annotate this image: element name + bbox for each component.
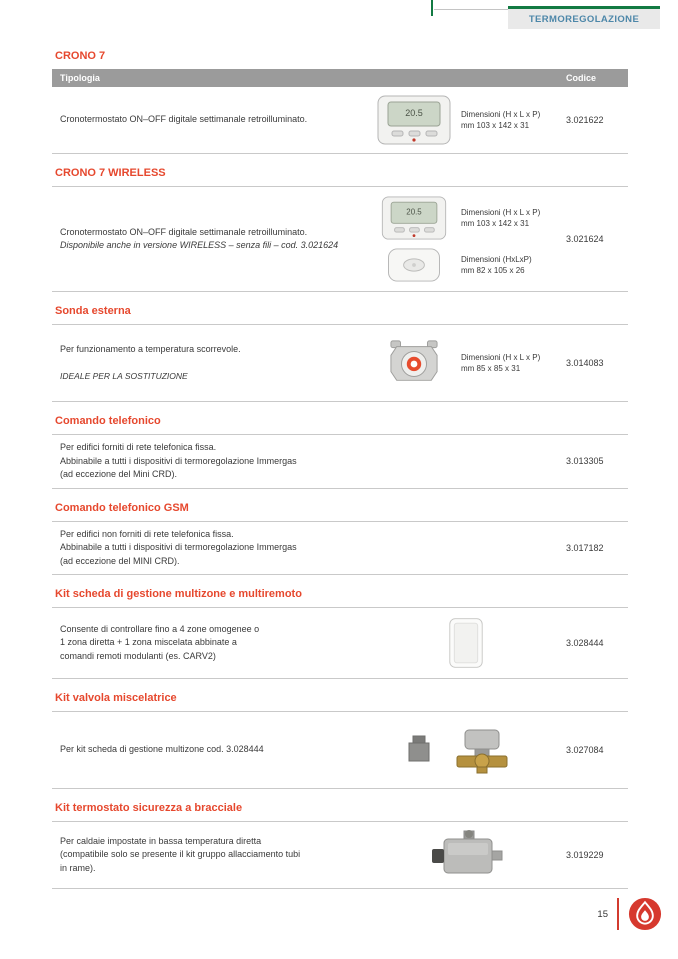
gsm-table bbox=[52, 521, 628, 576]
dimensions: Dimensioni (H x L x P) mm 103 x 142 x 31 bbox=[461, 207, 541, 228]
mixing-valve-image bbox=[366, 725, 566, 775]
table-row bbox=[52, 435, 628, 488]
section-title-crono7-wireless: CRONO 7 WIRELESS bbox=[55, 167, 166, 179]
immergas-flame-logo bbox=[628, 897, 662, 931]
table-row bbox=[52, 325, 628, 401]
page-content bbox=[52, 50, 628, 889]
table-row bbox=[52, 712, 628, 788]
product-code: 3.028444 bbox=[566, 638, 604, 648]
crono7-thermostat-image bbox=[366, 95, 461, 145]
section-title-kit-bracciale: Kit termostato sicurezza a bracciale bbox=[55, 802, 243, 814]
valvola-table bbox=[52, 711, 628, 789]
product-code: 3.021624 bbox=[566, 234, 604, 244]
section-title-comando-gsm: Comando telefonico GSM bbox=[55, 501, 189, 514]
product-description: Per caldaie impostate in bassa temperatura diretta (compatibile solo se presente il kit gruppo allacciamento tubi in rame). bbox=[60, 835, 301, 873]
product-description: Per kit scheda di gestione multizone cod. 3.028444 bbox=[60, 744, 264, 755]
column-header-tipologia: Tipologia bbox=[60, 73, 100, 83]
multizone-table bbox=[52, 607, 628, 679]
substitution-note: IDEALE PER LA SOSTITUZIONE bbox=[60, 370, 188, 381]
bracciale-table bbox=[52, 821, 628, 889]
image-dimension-stack bbox=[366, 196, 566, 282]
section-title-sonda-esterna: Sonda esterna bbox=[55, 305, 131, 317]
section-title-comando-telefonico: Comando telefonico bbox=[55, 415, 161, 427]
external-probe-image bbox=[366, 338, 461, 388]
product-code: 3.021622 bbox=[566, 115, 604, 125]
table-row bbox=[52, 187, 628, 291]
page-footer bbox=[597, 897, 662, 931]
column-header-codice: Codice bbox=[566, 73, 597, 83]
section-title-kit-valvola: Kit valvola miscelatrice bbox=[55, 692, 177, 704]
table-row bbox=[52, 522, 628, 575]
dimensions: Dimensioni (HxLxP) mm 82 x 105 x 26 bbox=[461, 254, 532, 275]
table-row bbox=[52, 822, 628, 888]
product-description: Per funzionamento a temperatura scorrevole. IDEALE PER LA SOSTITUZIONE bbox=[52, 337, 366, 388]
multizone-board-image bbox=[366, 616, 566, 670]
thermostat-display: 20.5 bbox=[404, 108, 423, 118]
wireless-note: Disponibile anche in versione WIRELESS – senza fili – cod. 3.021624 bbox=[60, 240, 339, 250]
product-code: 3.014083 bbox=[566, 358, 604, 368]
thermostat-display: 20.5 bbox=[405, 207, 422, 217]
table-row bbox=[52, 87, 628, 153]
telefonico-table bbox=[52, 434, 628, 489]
wireless-receiver-image bbox=[366, 248, 461, 282]
crono7-table bbox=[52, 69, 628, 154]
product-description: Cronotermostato ON–OFF digitale settimanale retroilluminato. bbox=[60, 114, 308, 125]
product-description: Cronotermostato ON–OFF digitale settimanale retroilluminato. Disponibile anche in versione WIRELESS – senza fili – cod. 3.021624 bbox=[52, 220, 366, 259]
product-code: 3.027084 bbox=[566, 745, 604, 755]
product-description: Per edifici forniti di rete telefonica fissa. Abbinabile a tutti i dispositivi di termoregolazione Immergas (ad eccezione del Mini CRD). bbox=[60, 442, 297, 479]
product-code: 3.013305 bbox=[566, 456, 604, 467]
dimensions: Dimensioni (H x L x P) mm 85 x 85 x 31 bbox=[461, 352, 541, 373]
section-title-kit-multizone: Kit scheda di gestione multizone e multiremoto bbox=[55, 588, 302, 600]
header-green-tick bbox=[431, 0, 433, 16]
crono7-thermostat-image bbox=[366, 196, 461, 240]
product-description: Consente di controllare fino a 4 zone omogenee o 1 zona diretta + 1 zona miscelata abbinate a comandi remoti modulanti (es. CARV2) bbox=[60, 623, 260, 661]
safety-thermostat-image bbox=[366, 829, 566, 881]
section-tab: TERMOREGOLAZIONE bbox=[508, 6, 660, 29]
header-rule bbox=[434, 9, 508, 10]
footer-divider bbox=[617, 898, 619, 930]
receiver-pair bbox=[366, 248, 566, 282]
table-header bbox=[52, 69, 628, 87]
section-title-crono7: CRONO 7 bbox=[55, 50, 106, 62]
product-description: Per edifici non forniti di rete telefonica fissa. Abbinabile a tutti i dispositivi di termoregolazione Immergas (ad eccezione del MINI CRD). bbox=[60, 528, 297, 566]
dimensions: Dimensioni (H x L x P) mm 103 x 142 x 31 bbox=[461, 109, 541, 130]
product-code: 3.017182 bbox=[566, 542, 604, 553]
sonda-table bbox=[52, 324, 628, 402]
thermostat-pair bbox=[366, 196, 566, 240]
page-number: 15 bbox=[597, 908, 608, 920]
product-code: 3.019229 bbox=[566, 850, 604, 860]
table-row bbox=[52, 608, 628, 678]
crono7-wireless-table bbox=[52, 186, 628, 292]
